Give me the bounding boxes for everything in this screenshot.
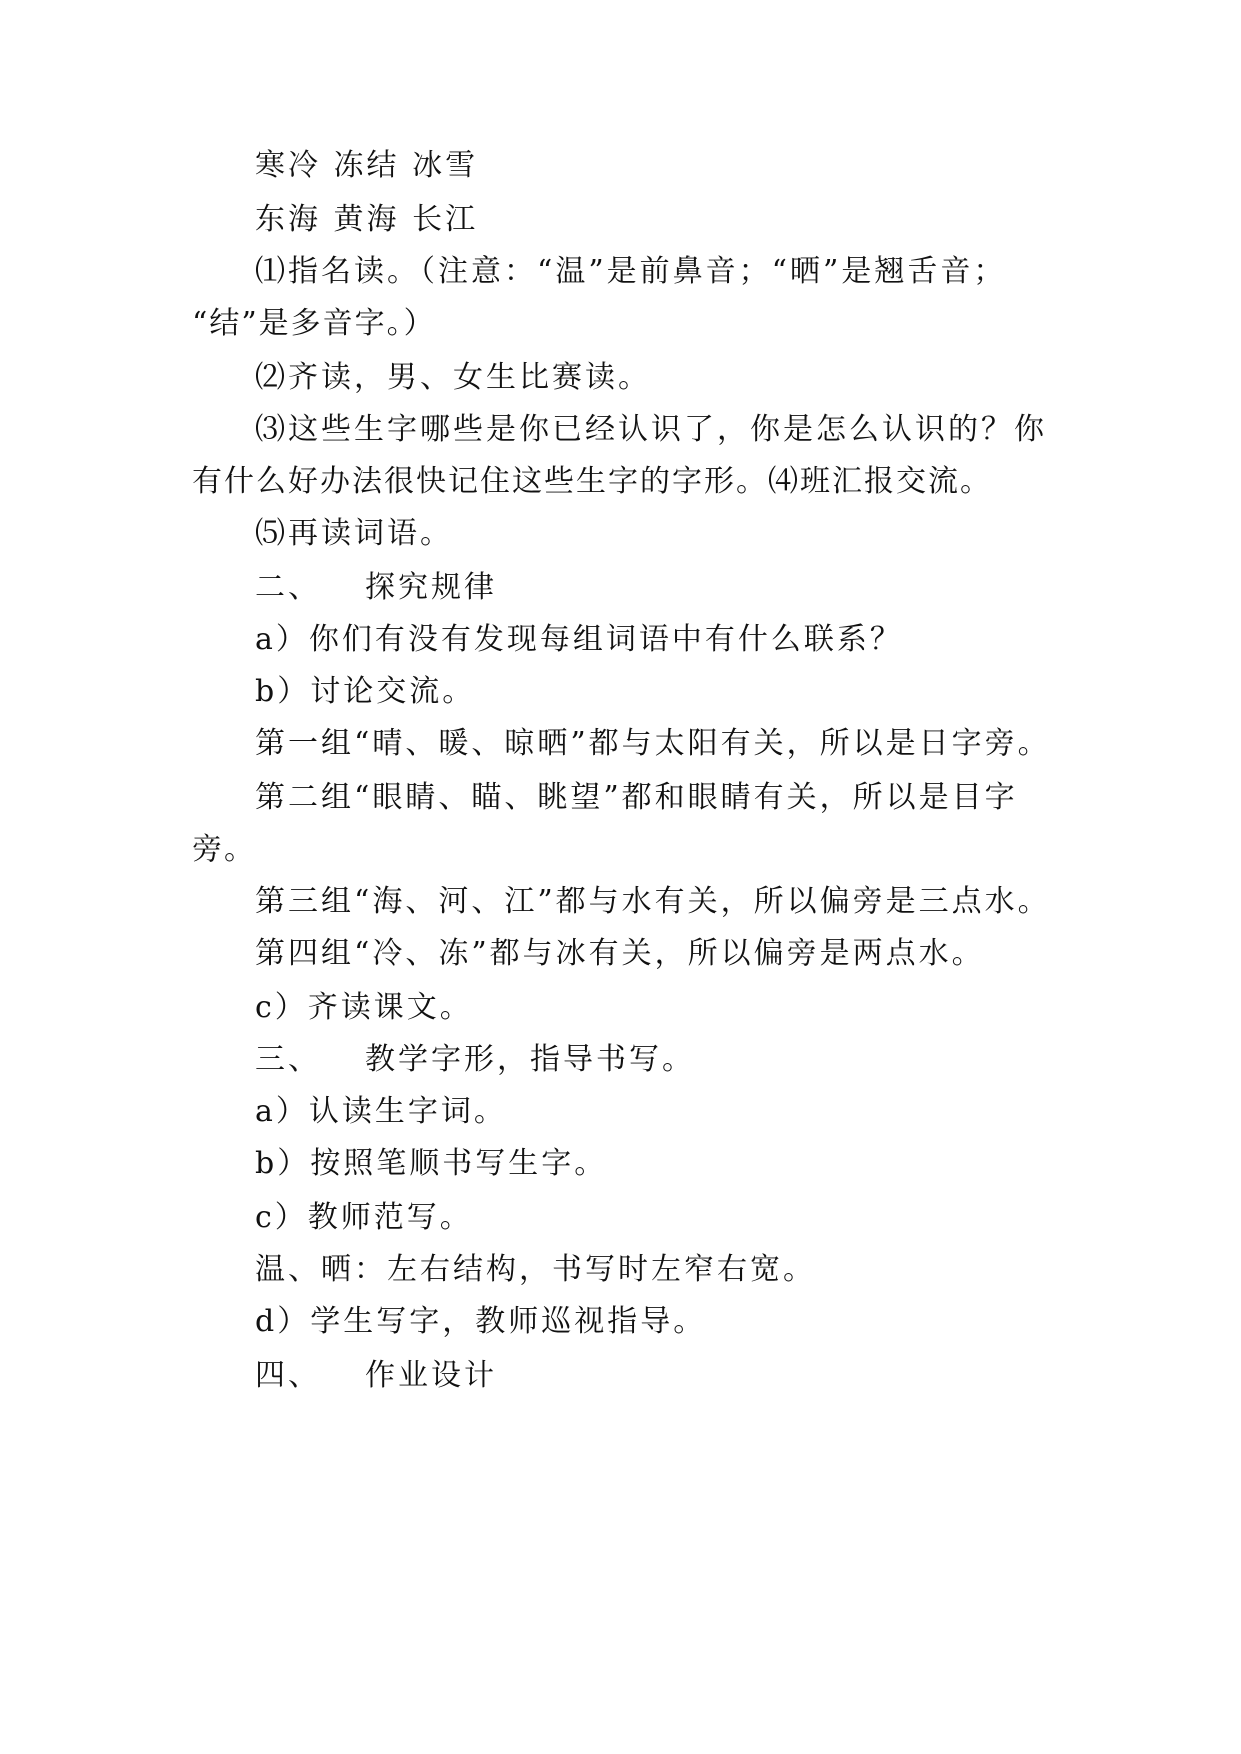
section-heading-3 (255, 1038, 1115, 1082)
step-1-line-1: ⑴指名读。（注意：“温”是前鼻音；“晒”是翘舌音； (255, 254, 1007, 289)
step-5: ⑸再读词语。 (255, 516, 453, 551)
step-1-line-2: “结”是多音字。） (192, 306, 436, 341)
section-number-4: 四、 (255, 1358, 321, 1393)
section-title-4: 作业设计 (365, 1358, 497, 1393)
group-1-note: 第一组“晴、暖、晾晒”都与太阳有关，所以是日字旁。 (255, 726, 1051, 761)
group-2-note-line-2: 旁。 (192, 832, 256, 867)
item-d-practice: d）学生写字，教师巡视指导。 (255, 1304, 707, 1339)
word-group-water: 东海 黄海 长江 (255, 202, 479, 237)
word-group-cold: 寒冷 冻结 冰雪 (255, 148, 479, 183)
step-3-line-1: ⑶这些生字哪些是你已经认识了，你是怎么认识的？你 (255, 412, 1047, 447)
item-c-demo: c）教师范写。 (255, 1200, 473, 1235)
section-heading-2 (255, 566, 1115, 610)
item-a-recognize: a）认读生字词。 (255, 1094, 507, 1129)
item-a-question: a）你们有没有发现每组词语中有什么联系？ (255, 622, 903, 657)
step-3-line-2: 有什么好办法很快记住这些生字的字形。⑷班汇报交流。 (192, 464, 992, 499)
section-title-2: 探究规律 (365, 570, 497, 605)
step-2: ⑵齐读，男、女生比赛读。 (255, 360, 651, 395)
item-b-discussion: b）讨论交流。 (255, 674, 476, 709)
section-heading-4 (255, 1354, 1115, 1398)
section-title-3: 教学字形，指导书写。 (365, 1042, 695, 1077)
group-3-note: 第三组“海、河、江”都与水有关，所以偏旁是三点水。 (255, 884, 1051, 919)
item-c-read: c）齐读课文。 (255, 990, 473, 1025)
section-number-2: 二、 (255, 570, 321, 605)
section-number-3: 三、 (255, 1042, 321, 1077)
group-4-note: 第四组“冷、冻”都与冰有关，所以偏旁是两点水。 (255, 936, 985, 971)
item-b-stroke-order: b）按照笔顺书写生字。 (255, 1146, 608, 1181)
group-2-note-line-1: 第二组“眼睛、瞄、眺望”都和眼睛有关，所以是目字 (255, 780, 1018, 815)
structure-note: 温、晒：左右结构，书写时左窄右宽。 (255, 1252, 816, 1287)
